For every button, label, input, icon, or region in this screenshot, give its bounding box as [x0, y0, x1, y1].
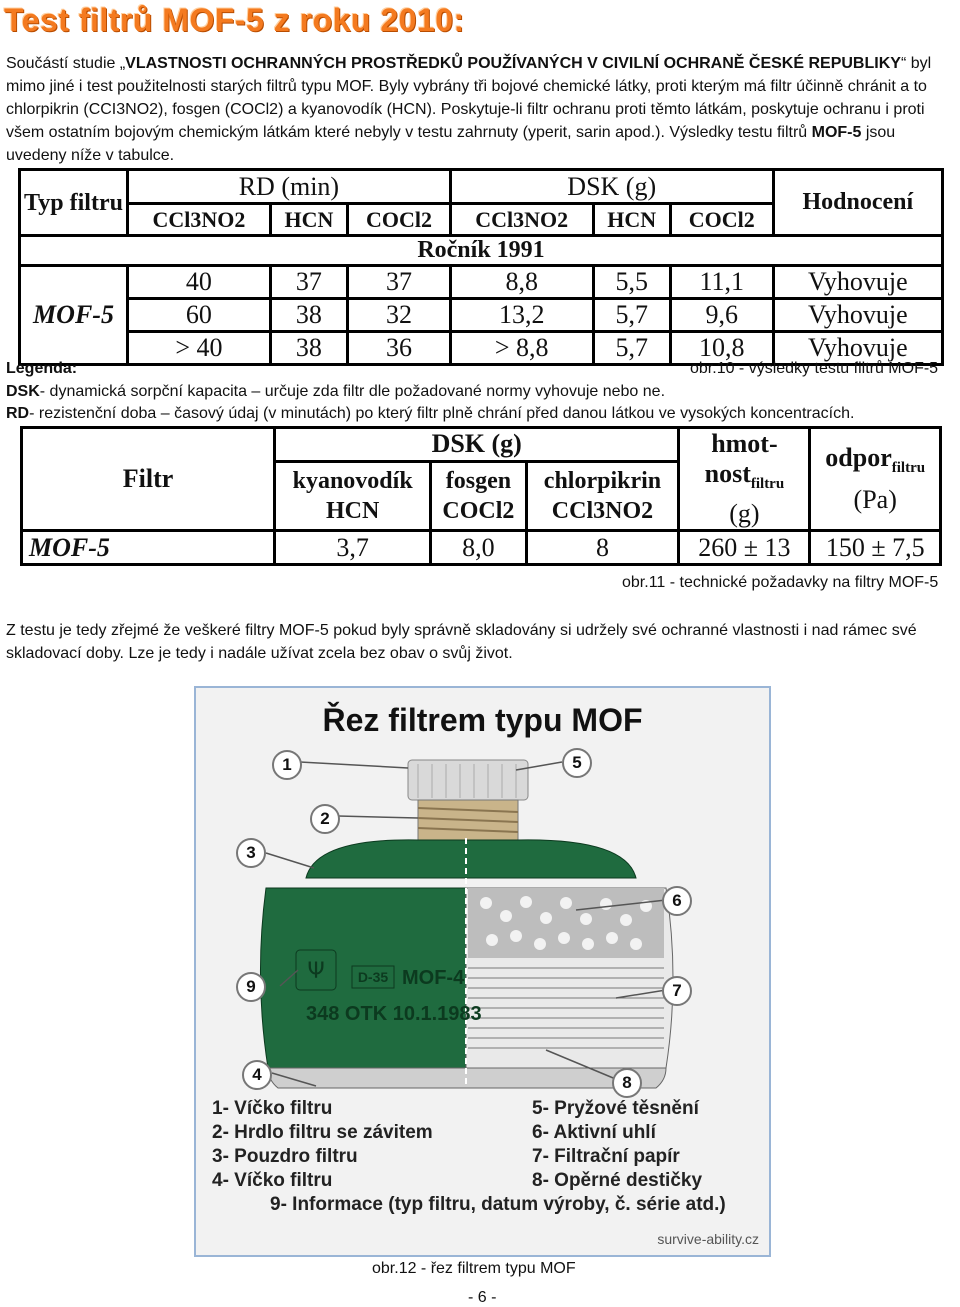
source-credit: survive-ability.cz: [657, 1231, 759, 1247]
table-cell: 8,0: [431, 531, 526, 565]
col-header-chem: HCN: [593, 204, 670, 236]
table-cell: 40: [128, 266, 271, 299]
year-row: Ročník 1991: [20, 236, 943, 266]
table-cell: 36: [348, 332, 451, 365]
table-cell: 150 ± 7,5: [810, 531, 941, 565]
chem-name: kyanovodík: [292, 467, 413, 494]
figure-caption-10: obr.10 - výsledky testu filtrů MOF-5: [690, 360, 939, 377]
callout-7: 7: [662, 976, 692, 1006]
page-number: - 6 -: [468, 1289, 497, 1306]
legend-item: 4- Víčko filtru: [212, 1170, 333, 1191]
table-cell: 5,7: [593, 332, 670, 365]
study-name: VLASTNOSTI OCHRANNÝCH PROSTŘEDKŮ POUŽÍVANÝCH V CIVILNÍ OCHRANĚ ČESKÉ REPUBLIKY: [125, 55, 901, 72]
filter-type-cell: MOF-5: [20, 266, 128, 365]
legend-item: 5- Pryžové těsnění: [532, 1098, 699, 1119]
chem-formula: COCl2: [442, 497, 515, 524]
table-cell: 38: [270, 332, 347, 365]
chem-name: fosgen: [445, 467, 512, 494]
col-header-filter: Filtr: [22, 428, 275, 531]
filter-label-type: D-35: [357, 969, 389, 985]
col-header-dsk: DSK (g): [450, 170, 773, 204]
col-header-dsk: DSK (g): [275, 428, 679, 462]
legend-item: 9- Informace (typ filtru, datum výroby, č. série atd.): [270, 1194, 726, 1215]
callout-3: 3: [236, 838, 266, 868]
callout-1: 1: [272, 750, 302, 780]
col-header-chem: COCl2: [670, 204, 773, 236]
table-cell: 9,6: [670, 299, 773, 332]
legend-term: DSK: [6, 383, 40, 400]
legend-definition: - rezistenční doba – časový údaj (v minutách) po který filtr plně chrání před danou látkou ve vysokých koncentracích.: [29, 405, 855, 422]
table-cell: 37: [348, 266, 451, 299]
table-cell: 8,8: [450, 266, 593, 299]
header-unit: (g): [729, 499, 760, 529]
filter-cross-section-figure: [194, 686, 771, 1257]
callout-9: 9: [236, 972, 266, 1002]
table-cell: > 40: [128, 332, 271, 365]
table-cell: 10,8: [670, 332, 773, 365]
results-table: [18, 168, 944, 366]
table-cell: 37: [270, 266, 347, 299]
col-header-chem: [431, 461, 526, 530]
table-cell: 11,1: [670, 266, 773, 299]
table-cell: 260 ± 13: [679, 531, 810, 565]
col-header-chem: CCl3NO2: [128, 204, 271, 236]
header-text: odpor: [825, 443, 892, 472]
table-cell: 13,2: [450, 299, 593, 332]
legend-rd: [6, 405, 854, 423]
legend-item: 7- Filtrační papír: [532, 1146, 680, 1167]
callout-5: 5: [562, 748, 592, 778]
col-header-chem: HCN: [270, 204, 347, 236]
legend-item: 3- Pouzdro filtru: [212, 1146, 358, 1167]
table-cell: Vyhovuje: [773, 299, 942, 332]
col-header-chem: [275, 461, 431, 530]
filter-name: MOF-5: [811, 124, 862, 141]
col-header-chem: CCl3NO2: [450, 204, 593, 236]
callout-6: 6: [662, 886, 692, 916]
intro-text-3: jsou uvedeny níže v tabulce.: [6, 124, 896, 164]
header-sub: filtru: [891, 460, 926, 477]
filter-label-model: MOF-4: [402, 967, 465, 989]
col-header-weight: [679, 428, 810, 531]
intro-paragraph: [6, 52, 956, 167]
legend-item: 2- Hrdlo filtru se závitem: [212, 1122, 433, 1143]
chem-formula: HCN: [325, 497, 380, 524]
table-cell: 5,5: [593, 266, 670, 299]
filter-label-info: 348 OTK 10.1.1983: [306, 1003, 482, 1025]
callout-2: 2: [310, 804, 340, 834]
col-header-resistance: [810, 428, 941, 531]
emblem-icon: Ψ: [307, 959, 325, 984]
requirements-table: [20, 426, 942, 566]
chem-formula: CCl3NO2: [551, 497, 654, 524]
col-header-rd: RD (min): [128, 170, 451, 204]
table-cell: 3,7: [275, 531, 431, 565]
table-cell: Vyhovuje: [773, 332, 942, 365]
col-header-chem: [526, 461, 679, 530]
page-title: Test filtrů MOF-5 z roku 2010:: [4, 2, 465, 38]
header-unit: (Pa): [853, 485, 897, 515]
conclusion-paragraph: Z testu je tedy zřejmé že veškeré filtry MOF-5 pokud byly správně skladovány si udržely své ochranné vlastnosti i nad rámec své skladovací doby. Lze je tedy i nadále užívat zcela bez obav o svůj život.: [6, 622, 917, 662]
callout-8: 8: [612, 1068, 642, 1098]
table-cell: 5,7: [593, 299, 670, 332]
intro-text-2: “ byl mimo jiné i test použitelnosti starých filtrů typu MOF. Byly vybrány tři bojové chemické látky, proti kterým má filtr účinně chránit a to chlorpikrin (CCI3NO2), fosgen (COCl2) a kyanovodík (HCN). Poskytuje-li filtr ochranu proti těmto látkám, poskytuje ochranu i proti všem ostatním bojovým chemickým látkám které nebyly v testu zahrnuty (yperit, sarin apod.). Výsledky testu filtrů: [6, 55, 932, 141]
chem-name: chlorpikrin: [543, 467, 662, 494]
header-text: hmot-nost: [704, 429, 778, 488]
table-cell: 60: [128, 299, 271, 332]
col-header-type: Typ filtru: [20, 170, 128, 236]
legend-item: 6- Aktivní uhlí: [532, 1122, 656, 1143]
col-header-rating: Hodnocení: [773, 170, 942, 236]
figure-caption-12: obr.12 - řez filtrem typu MOF: [372, 1260, 576, 1277]
filter-type-cell: MOF-5: [22, 531, 275, 565]
legend-term: RD: [6, 405, 30, 422]
col-header-chem: COCl2: [348, 204, 451, 236]
legend-label: Legenda:: [6, 360, 78, 377]
figure-caption-11: obr.11 - technické požadavky na filtry MOF-5: [622, 574, 939, 591]
legend-item: 1- Víčko filtru: [212, 1098, 333, 1119]
legend-dsk: [6, 383, 665, 401]
figure-title: Řez filtrem typu MOF: [322, 702, 643, 738]
intro-text-1: Součástí studie „: [6, 55, 126, 72]
legend-item: 8- Opěrné destičky: [532, 1170, 703, 1191]
callout-4: 4: [242, 1060, 272, 1090]
table-cell: 32: [348, 299, 451, 332]
header-sub: filtru: [750, 476, 785, 493]
table-cell: 8: [526, 531, 679, 565]
table-cell: > 8,8: [450, 332, 593, 365]
table-cell: 38: [270, 299, 347, 332]
table-cell: Vyhovuje: [773, 266, 942, 299]
legend-definition: - dynamická sorpční kapacita – určuje zda filtr dle požadované normy vyhovuje nebo ne.: [39, 383, 666, 400]
